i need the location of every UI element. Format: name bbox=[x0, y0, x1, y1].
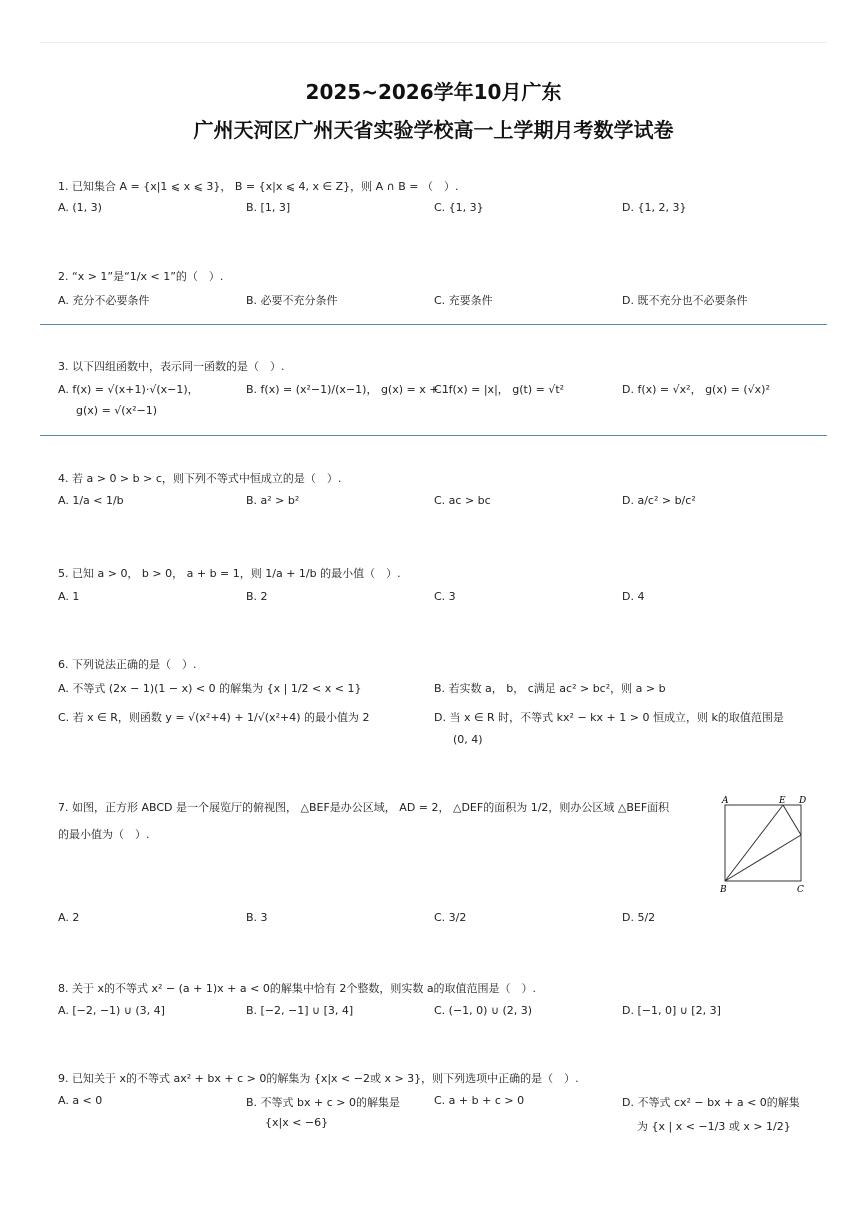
question-6-option-d[interactable]: D. 当 x ∈ R 时，不等式 kx² − kx + 1 > 0 恒成立，则 k的取值范围是 bbox=[434, 711, 784, 724]
vertex-c-label: C bbox=[797, 885, 804, 895]
question-4-option-c[interactable]: C. ac > bc bbox=[434, 494, 491, 507]
question-3-option-d[interactable]: D. f(x) = √x²， g(x) = (√x)² bbox=[622, 383, 770, 396]
vertex-b-label: B bbox=[720, 885, 727, 895]
section-divider bbox=[40, 435, 827, 436]
vertex-d-label: D bbox=[799, 796, 807, 806]
question-4-option-a[interactable]: A. 1/a < 1/b bbox=[58, 494, 124, 507]
question-2-option-c[interactable]: C. 充要条件 bbox=[434, 294, 493, 307]
question-1-option-c[interactable]: C. {1, 3} bbox=[434, 201, 484, 214]
vertex-e-label: E bbox=[779, 796, 786, 806]
question-7-option-a[interactable]: A. 2 bbox=[58, 911, 80, 924]
question-3-option-c[interactable]: C. f(x) = |x|， g(t) = √t² bbox=[434, 383, 565, 396]
question-5-option-a[interactable]: A. 1 bbox=[58, 590, 80, 603]
question-2-stem: 2. “x > 1”是“1/x < 1”的（ ）. bbox=[58, 270, 224, 283]
top-divider bbox=[40, 42, 827, 43]
question-1-option-d[interactable]: D. {1, 2, 3} bbox=[622, 201, 687, 214]
question-7-stem: 7. 如图，正方形 ABCD 是一个展览厅的俯视图， △BEF是办公区域， AD = 2， △DEF的面积为 1/2，则办公区域 △BEF面积 bbox=[58, 801, 670, 814]
question-8-option-b[interactable]: B. [−2, −1] ∪ [3, 4] bbox=[246, 1004, 354, 1017]
question-9-stem: 9. 已知关于 x的不等式 ax² + bx + c > 0的解集为 {x|x < −2或 x > 3}，则下列选项中正确的是（ ）. bbox=[58, 1072, 579, 1085]
question-8-option-a[interactable]: A. [−2, −1) ∪ (3, 4] bbox=[58, 1004, 165, 1017]
section-divider bbox=[40, 324, 827, 325]
question-2-option-a[interactable]: A. 充分不必要条件 bbox=[58, 294, 150, 307]
question-6-option-d-cont: (0, 4) bbox=[453, 733, 483, 746]
question-3-stem: 3. 以下四组函数中，表示同一函数的是（ ）. bbox=[58, 360, 285, 373]
question-5-option-c[interactable]: C. 3 bbox=[434, 590, 456, 603]
question-9-option-d[interactable]: D. 不等式 cx² − bx + a < 0的解集 bbox=[622, 1096, 800, 1109]
segment-bf bbox=[725, 835, 801, 881]
question-9-option-c[interactable]: C. a + b + c > 0 bbox=[434, 1094, 525, 1107]
question-7-option-c[interactable]: C. 3/2 bbox=[434, 911, 467, 924]
question-4-option-d[interactable]: D. a/c² > b/c² bbox=[622, 494, 696, 507]
question-2-option-d[interactable]: D. 既不充分也不必要条件 bbox=[622, 294, 748, 307]
question-8-stem: 8. 关于 x的不等式 x² − (a + 1)x + a < 0的解集中恰有 2个整数，则实数 a的取值范围是（ ）. bbox=[58, 982, 537, 995]
question-2-option-b[interactable]: B. 必要不充分条件 bbox=[246, 294, 338, 307]
question-5-stem: 5. 已知 a > 0， b > 0， a + b = 1，则 1/a + 1/b 的最小值（ ）. bbox=[58, 567, 401, 580]
question-4-stem: 4. 若 a > 0 > b > c，则下列不等式中恒成立的是（ ）. bbox=[58, 472, 342, 485]
square-abcd-figure bbox=[718, 795, 810, 895]
question-7-stem-cont: 的最小值为（ ）. bbox=[58, 828, 150, 841]
question-8-option-c[interactable]: C. (−1, 0) ∪ (2, 3) bbox=[434, 1004, 533, 1017]
question-9-option-a[interactable]: A. a < 0 bbox=[58, 1094, 103, 1107]
question-5-option-b[interactable]: B. 2 bbox=[246, 590, 268, 603]
question-6-option-c[interactable]: C. 若 x ∈ R，则函数 y = √(x²+4) + 1/√(x²+4) 的最小值为 2 bbox=[58, 711, 370, 724]
question-9-option-b[interactable]: B. 不等式 bx + c > 0的解集是 bbox=[246, 1096, 400, 1109]
segment-be bbox=[725, 805, 783, 881]
question-3-option-b[interactable]: B. f(x) = (x²−1)/(x−1)， g(x) = x + 1 bbox=[246, 383, 449, 396]
question-8-option-d[interactable]: D. [−1, 0] ∪ [2, 3] bbox=[622, 1004, 721, 1017]
question-4-option-b[interactable]: B. a² > b² bbox=[246, 494, 300, 507]
question-9-option-d-cont: 为 {x | x < −1/3 或 x > 1/2} bbox=[637, 1120, 791, 1133]
segment-ef bbox=[783, 805, 801, 835]
question-3-option-a-cont: g(x) = √(x²−1) bbox=[76, 404, 158, 417]
question-1-option-a[interactable]: A. (1, 3) bbox=[58, 201, 102, 214]
question-1-stem: 1. 已知集合 A = {x|1 ⩽ x ⩽ 3}， B = {x|x ⩽ 4, x ∈ Z}，则 A ∩ B = （ ）. bbox=[58, 180, 459, 193]
question-9-option-b-cont: {x|x < −6} bbox=[265, 1116, 329, 1129]
question-7-option-d[interactable]: D. 5/2 bbox=[622, 911, 656, 924]
exam-title-line2: 广州天河区广州天省实验学校高一上学期月考数学试卷 bbox=[193, 118, 674, 142]
question-5-option-d[interactable]: D. 4 bbox=[622, 590, 645, 603]
question-3-option-a[interactable]: A. f(x) = √(x+1)·√(x−1)， bbox=[58, 383, 199, 396]
question-6-option-a[interactable]: A. 不等式 (2x − 1)(1 − x) < 0 的解集为 {x | 1/2 < x < 1} bbox=[58, 682, 362, 695]
vertex-a-label: A bbox=[722, 796, 729, 806]
question-6-stem: 6. 下列说法正确的是（ ）. bbox=[58, 658, 197, 671]
question-6-option-b[interactable]: B. 若实数 a， b， c满足 ac² > bc²，则 a > b bbox=[434, 682, 666, 695]
exam-title-line1: 2025~2026学年10月广东 bbox=[305, 80, 562, 104]
question-1-option-b[interactable]: B. [1, 3] bbox=[246, 201, 291, 214]
question-7-option-b[interactable]: B. 3 bbox=[246, 911, 268, 924]
